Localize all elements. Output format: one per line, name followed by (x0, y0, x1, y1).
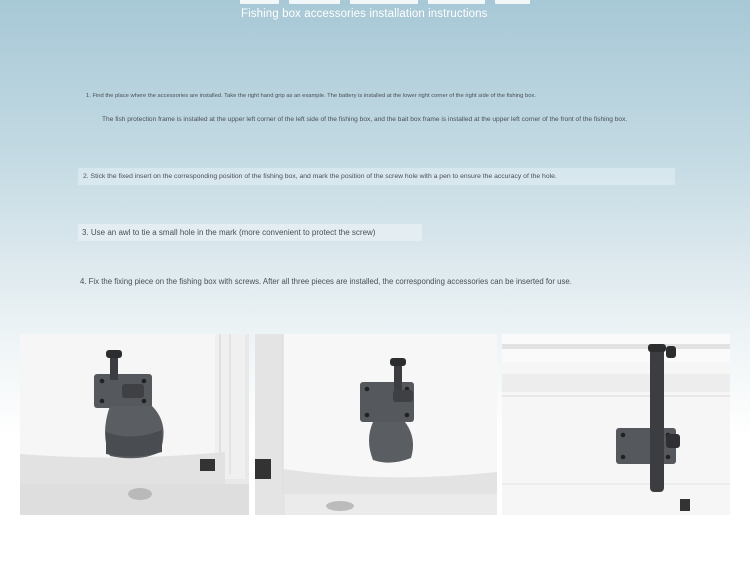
step-1-detail-text: The fish protection frame is installed at the upper left corner of the left side of the fishing box, and the bait box frame is installed at the upper left corner of the front of the fishing box. (102, 116, 628, 123)
cropped-title (240, 0, 530, 4)
photo-handle-grip-mount (20, 334, 249, 515)
step-3-text: 3. Use an awl to tie a small hole in the mark (more convenient to protect the screw) (78, 224, 422, 241)
photo-rod-holder-mount (502, 334, 730, 515)
page-subtitle: Fishing box accessories installation instructions (241, 8, 488, 20)
photo-bracket-side-mount (255, 334, 497, 515)
step-2-text: 2. Stick the fixed insert on the corresponding position of the fishing box, and mark the position of the screw hole with a pen to ensure the accuracy of the hole. (78, 168, 675, 185)
step-4-text: 4. Fix the fixing piece on the fishing box with screws. After all three pieces are installed, the corresponding accessories can be inserted for use. (80, 277, 572, 286)
step-1-text: 1. Find the place where the accessories are installed. Take the right hand grip as an example. The battery is installed at the lower right corner of the right side of the fishing box. (86, 93, 536, 99)
